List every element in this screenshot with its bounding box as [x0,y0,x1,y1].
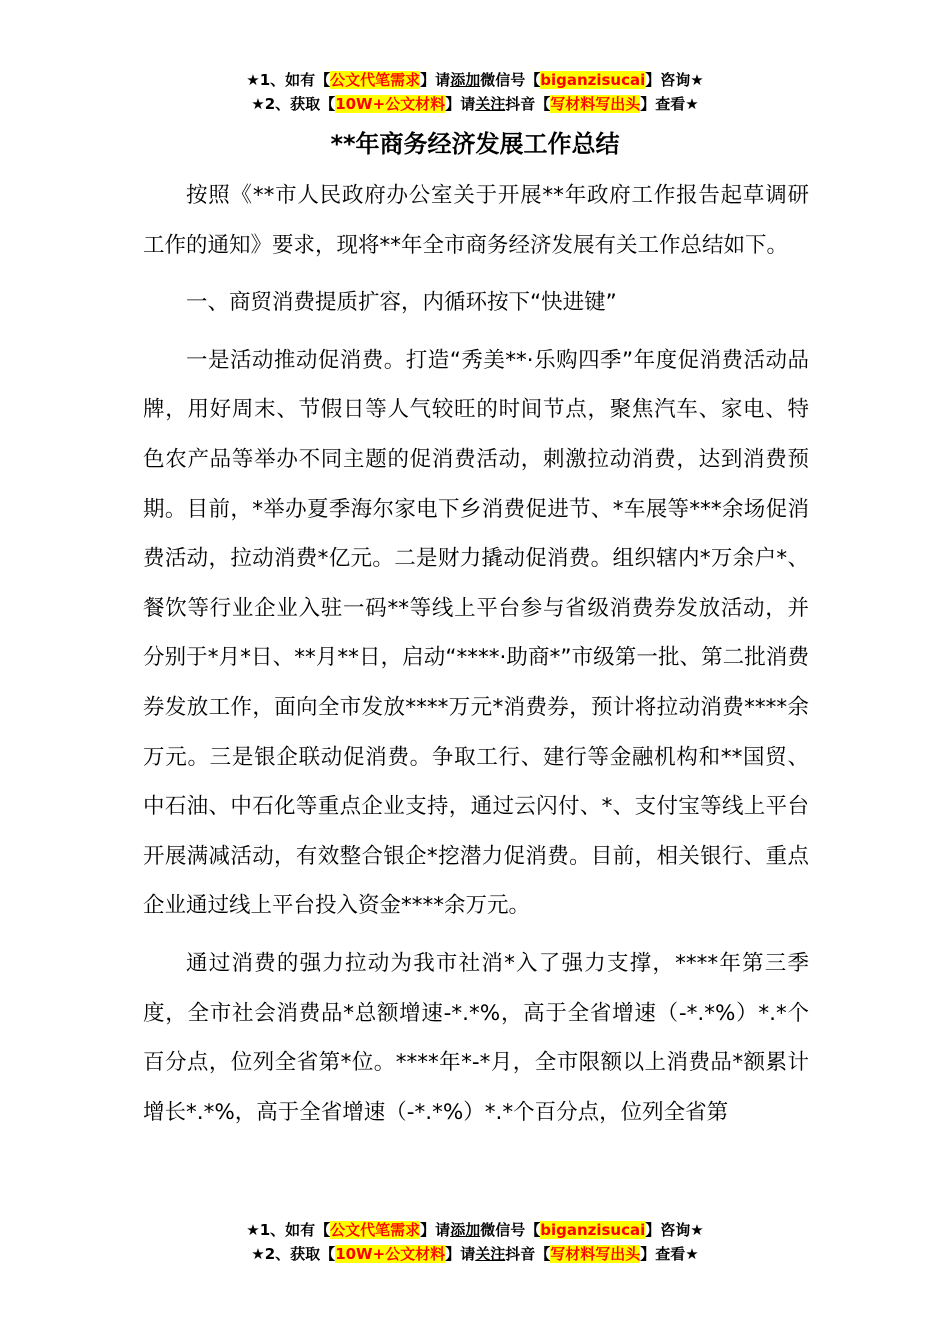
paragraph-results: 通过消费的强力拉动为我市社消*入了强力支撑，****年第三季度，全市社会消费品*总额增速-*.*%，高于全省增速（-*.*%）*.*个百分点，位列全省第*位。****年*-*月，全市限额以上消费品*额累计增长*.*%，高于全省增速（-*.*%）*.*个百分点，位列全省第 [143,950,809,1125]
promo-line-1: ★1、如有【公文代笔需求】请添加微信号【biganzisucai】咨询★ [246,1221,704,1239]
document-title: **年商务经济发展工作总结 [330,130,620,158]
highlight-douyin-account: 写材料写出头 [550,1245,641,1263]
promo-line-2: ★2、获取【10W+公文材料】请关注抖音【写材料写出头】查看★ [251,95,699,113]
promo-banner-top [0,68,950,116]
highlight-wechat-id: biganzisucai [540,1221,646,1239]
highlight-wechat-id: biganzisucai [540,71,646,89]
highlight-materials: 10W+公文材料 [335,1245,446,1263]
highlight-service: 公文代笔需求 [330,71,421,89]
highlight-service: 公文代笔需求 [330,1221,421,1239]
highlight-materials: 10W+公文材料 [335,95,446,113]
section-heading-1: 一、商贸消费提质扩容，内循环按下“快进键” [186,290,617,316]
promo-line-1: ★1、如有【公文代笔需求】请添加微信号【biganzisucai】咨询★ [246,71,704,89]
paragraph-consumption: 一是活动推动促消费。打造“秀美**·乐购四季”年度促消费活动品牌，用好周末、节假日等人气较旺的时间节点，聚焦汽车、家电、特色农产品等举办不同主题的促消费活动，刺激拉动消费，达到消费预期。目前，*举办夏季海尔家电下乡消费促进节、*车展等***余场促消费活动，拉动消费*亿元。二是财力撬动促消费。组织辖内*万余户*、餐饮等行业企业入驻一码**等线上平台参与省级消费券发放活动，并分别于*月*日、**月**日，启动“****·助商*”市级第一批、第二批消费券发放工作，面向全市发放****万元*消费券，预计将拉动消费****余万元。三是银企联动促消费。争取工行、建行等金融机构和**国贸、中石油、中石化等重点企业支持，通过云闪付、*、支付宝等线上平台开展满减活动，有效整合银企*挖潜力促消费。目前，相关银行、重点企业通过线上平台投入资金****余万元。 [143,347,809,919]
document-body [143,171,809,1137]
promo-banner-bottom [0,1218,950,1266]
promo-line-2: ★2、获取【10W+公文材料】请关注抖音【写材料写出头】查看★ [251,1245,699,1263]
highlight-douyin-account: 写材料写出头 [550,95,641,113]
paragraph-intro: 按照《**市人民政府办公室关于开展**年政府工作报告起草调研工作的通知》要求，现将**年全市商务经济发展有关工作总结如下。 [143,183,809,258]
